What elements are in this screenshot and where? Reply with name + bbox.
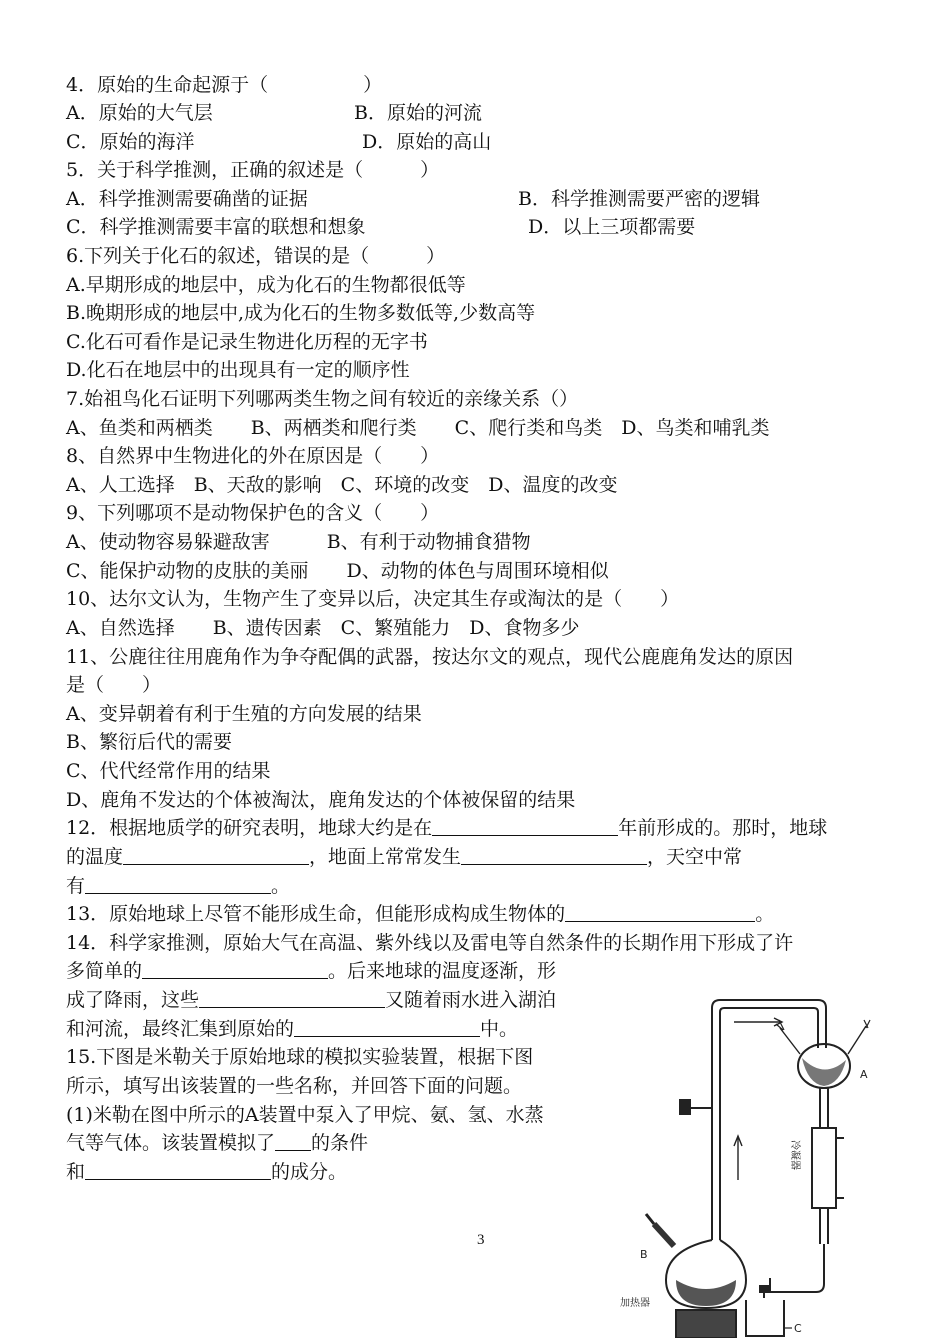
- q15-text-4: 气等气体。该装置模拟了: [66, 1132, 276, 1154]
- q7-stem: 7.始祖鸟化石证明下列哪两类生物之间有较近的亲缘关系（）: [66, 388, 579, 410]
- q14-line2: [66, 958, 556, 986]
- q11-stem-line1: 11、公鹿往往用鹿角作为争夺配偶的武器，按达尔文的观点，现代公鹿鹿角发达的原因: [66, 646, 794, 668]
- q14-text-2: 多简单的: [66, 960, 143, 982]
- q4-option-b: B．原始的河流: [354, 102, 482, 124]
- q14-text-6: 和河流，最终汇集到原始的: [66, 1018, 295, 1040]
- q12-blank-age[interactable]: [432, 817, 618, 836]
- q6-stem: 6.下列关于化石的叙述，错误的是（ ）: [66, 245, 446, 267]
- q6-option-a: A.早期形成的地层中，成为化石的生物都很低等: [66, 274, 466, 296]
- q9-options-ab: A、使动物容易躲避敌害 B、有利于动物捕食猎物: [66, 531, 531, 553]
- q13-text-1: 13．原始地球上尽管不能形成生命，但能形成构成生物体的: [66, 903, 566, 925]
- q12-blank-temperature[interactable]: [123, 846, 309, 865]
- q12-line2: [66, 844, 742, 872]
- q11-option-d: D、鹿角不发达的个体被淘汰，鹿角发达的个体被保留的结果: [66, 789, 576, 811]
- figure-label-b: B: [640, 1248, 648, 1261]
- q15-line2: 所示，填写出该装置的一些名称，并回答下面的问题。: [66, 1075, 523, 1097]
- q12-blank-sky[interactable]: [85, 875, 271, 894]
- q15-line1: 15.下图是米勒关于原始地球的模拟实验装置，根据下图: [66, 1046, 534, 1068]
- q6-option-b: B.晚期形成的地层中,成为化石的生物多数低等,少数高等: [66, 302, 536, 324]
- q14-blank-substances[interactable]: [199, 989, 385, 1008]
- page-number: 3: [477, 1232, 485, 1248]
- q12-line3: [66, 873, 290, 901]
- q4-option-c: C．原始的海洋: [66, 131, 195, 153]
- q6-option-c: C.化石可看作是记录生物进化历程的无字书: [66, 331, 428, 353]
- q11-option-b: B、繁衍后代的需要: [66, 731, 232, 753]
- q12-text-1: 12．根据地质学的研究表明，地球大约是在: [66, 817, 433, 839]
- q12-text-4: ，地面上常常发生: [309, 846, 462, 868]
- q9-options-cd: C、能保护动物的皮肤的美丽 D、动物的体色与周围环境相似: [66, 560, 609, 582]
- q15-blank-composition[interactable]: [85, 1161, 271, 1180]
- q12-blank-ground[interactable]: [461, 846, 647, 865]
- q4-option-d: D．原始的高山: [362, 131, 492, 153]
- q5-option-c: C．科学推测需要丰富的联想和想象: [66, 216, 366, 238]
- q5-options-ab: [66, 186, 760, 214]
- q14-line1: 14．科学家推测，原始大气在高温、紫外线以及雷电等自然条件的长期作用下形成了许: [66, 932, 794, 954]
- q8-stem: 8、自然界中生物进化的外在原因是（ ）: [66, 445, 440, 467]
- q15-text-5: 的条件: [311, 1132, 369, 1154]
- figure-label-c: C: [794, 1322, 802, 1335]
- q14-text-4: 成了降雨，这些: [66, 989, 200, 1011]
- q12-text-7: 。: [271, 875, 291, 897]
- q12-text-6: 有: [66, 875, 86, 897]
- q4-options-ab: [66, 100, 482, 128]
- q13-blank[interactable]: [565, 903, 755, 922]
- q15-line5: [66, 1159, 347, 1187]
- q14-blank-ocean[interactable]: [294, 1018, 480, 1037]
- q5-option-d: D．以上三项都需要: [528, 216, 696, 238]
- q13-text-2: 。: [755, 903, 775, 925]
- q7-options: A、鱼类和两栖类 B、两栖类和爬行类 C、爬行类和鸟类 D、鸟类和哺乳类: [66, 417, 770, 439]
- q4-stem: 4．原始的生命起源于（ ）: [66, 74, 383, 96]
- q12-text-3: 的温度: [66, 846, 124, 868]
- q14-text-5: 又随着雨水进入湖泊: [385, 989, 557, 1011]
- q12-text-2: 年前形成的。那时，地球: [618, 817, 828, 839]
- q15-text-6: 和: [66, 1161, 86, 1183]
- figure-label-heater: 加热器: [620, 1298, 650, 1309]
- figure-label-a: A: [860, 1068, 868, 1081]
- q13-line: [66, 901, 774, 929]
- q9-stem: 9、下列哪项不是动物保护色的含义（ ）: [66, 502, 440, 524]
- q14-line4: [66, 1016, 518, 1044]
- figure-label-condenser: 冷凝器: [789, 1140, 800, 1170]
- q15-blank-condition[interactable]: [275, 1132, 311, 1151]
- q14-blank-molecules[interactable]: [142, 960, 328, 979]
- q5-option-b: B．科学推测需要严密的逻辑: [518, 188, 760, 210]
- q5-options-cd: [66, 214, 696, 242]
- q11-option-c: C、代代经常作用的结果: [66, 760, 271, 782]
- q4-option-a: A．原始的大气层: [66, 102, 213, 124]
- q14-text-3: 。后来地球的温度逐渐，形: [328, 960, 557, 982]
- q14-line3: [66, 987, 556, 1015]
- q8-options: A、人工选择 B、天敌的影响 C、环境的改变 D、温度的改变: [66, 474, 618, 496]
- q5-stem: 5．关于科学推测，正确的叙述是（ ）: [66, 159, 440, 181]
- q11-option-a: A、变异朝着有利于生殖的方向发展的结果: [66, 703, 422, 725]
- q15-line3: (1)米勒在图中所示的A装置中泵入了甲烷、氨、氢、水蒸: [66, 1104, 544, 1126]
- q4-options-cd: [66, 129, 492, 157]
- q12-line1: [66, 815, 827, 843]
- q5-option-a: A．科学推测需要确凿的证据: [66, 188, 308, 210]
- q11-stem-line2: 是（ ）: [66, 674, 162, 696]
- q12-text-5: ，天空中常: [647, 846, 743, 868]
- q10-options: A、自然选择 B、遗传因素 C、繁殖能力 D、食物多少: [66, 617, 580, 639]
- q15-line4: [66, 1130, 368, 1158]
- miller-apparatus-figure: [620, 988, 920, 1338]
- q15-text-7: 的成分。: [271, 1161, 348, 1183]
- q14-text-7: 中。: [480, 1018, 519, 1040]
- q6-option-d: D.化石在地层中的出现具有一定的顺序性: [66, 359, 410, 381]
- q10-stem: 10、达尔文认为，生物产生了变异以后，决定其生存或淘汰的是（ ）: [66, 588, 680, 610]
